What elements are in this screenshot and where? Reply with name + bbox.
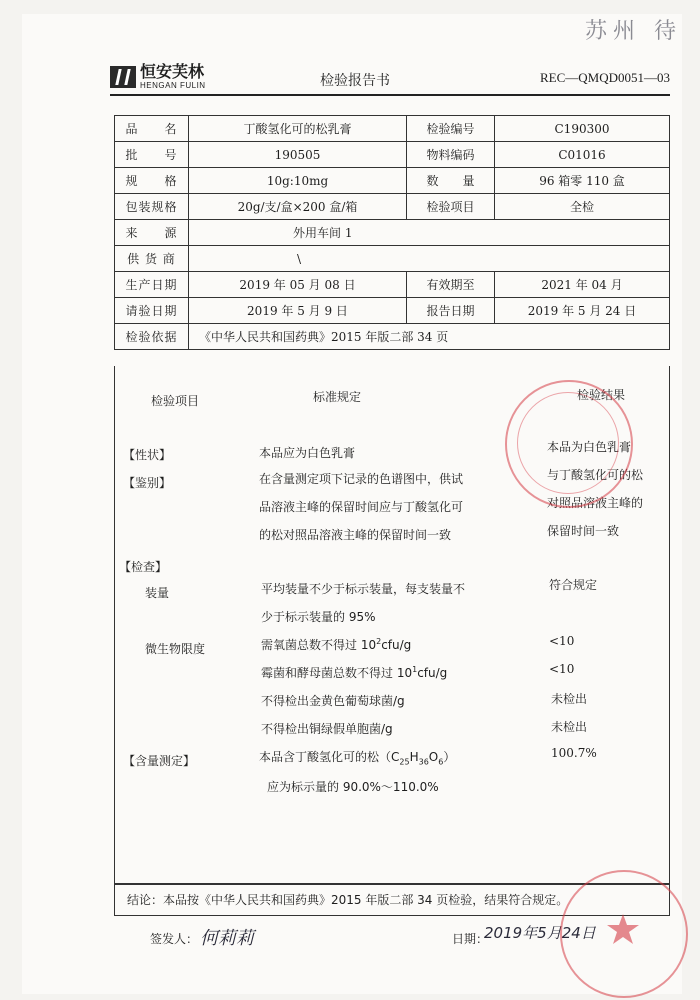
- fill-label: 装量: [145, 586, 170, 600]
- report-date-label: 报告日期: [407, 298, 495, 324]
- table-row: [115, 298, 670, 324]
- spec-label: 规 格: [115, 168, 189, 194]
- check-label: 【检查】: [119, 560, 168, 574]
- source-text: 外用车间 1: [293, 226, 353, 240]
- micro-standard-2: [261, 664, 447, 681]
- assay-formula-c: 25: [399, 757, 410, 767]
- product-value: 丁酸氢化可的松乳膏: [189, 116, 407, 142]
- traits-standard: 本品应为白色乳膏: [259, 446, 356, 460]
- assay-standard-2: 应为标示量的 90.0%～110.0%: [267, 780, 439, 794]
- batch-label: 批 号: [115, 142, 189, 168]
- micro-std-2-text: 霉菌和酵母菌总数不得过 10: [261, 666, 413, 680]
- micro-std-1-text: 需氧菌总数不得过 10: [261, 638, 377, 652]
- assay-result: 100.7%: [551, 746, 597, 760]
- ident-standard-3: 的松对照品溶液主峰的保留时间一致: [259, 528, 452, 542]
- assay-formula-h-letter: H: [409, 750, 419, 764]
- supplier-text: \: [297, 251, 302, 266]
- prod-date-value: 2019 年 05 月 08 日: [189, 272, 407, 298]
- table-row: [115, 324, 670, 350]
- assay-label: 【含量测定】: [123, 754, 196, 768]
- ident-standard-2: 品溶液主峰的保留时间应与丁酸氢化可: [259, 500, 464, 514]
- pack-label: 包装规格: [115, 194, 189, 220]
- table-row: [115, 220, 670, 246]
- basis-value: [189, 324, 670, 350]
- expiry-label: 有效期至: [407, 272, 495, 298]
- expiry-value: 2021 年 04 月: [495, 272, 670, 298]
- micro-standard-4: 不得检出铜绿假单胞菌/g: [261, 722, 393, 736]
- source-label: 来 源: [115, 220, 189, 246]
- table-row: [115, 142, 670, 168]
- date-label: 日期：: [452, 932, 489, 946]
- prod-date-label: 生产日期: [115, 272, 189, 298]
- ident-result-2: 对照品溶液主峰的: [547, 496, 644, 510]
- supplier-value: [189, 246, 670, 272]
- micro-std-1-exponent: 2: [376, 637, 382, 646]
- micro-label: 微生物限度: [145, 642, 206, 656]
- traits-label: 【性状】: [123, 448, 172, 462]
- fill-standard-1: 平均装量不少于标示装量，每支装量不: [261, 582, 466, 596]
- logo-mark-icon: [110, 66, 136, 88]
- assay-standard-1: [259, 748, 455, 766]
- material-value: C01016: [495, 142, 670, 168]
- item-label: 检验项目: [407, 194, 495, 220]
- info-table: [114, 115, 670, 350]
- assay-std-text: 本品含丁酸氢化可的松（C: [259, 750, 400, 764]
- logo-name-en: HENGAN FULIN: [140, 81, 206, 90]
- qty-value: 96 箱零 110 盒: [495, 168, 670, 194]
- col-standard-header: 标准规定: [313, 390, 362, 404]
- col-item-header: 检验项目: [151, 394, 200, 408]
- report-date-value: 2019 年 5 月 24 日: [495, 298, 670, 324]
- assay-formula-o: 6: [438, 757, 444, 767]
- conclusion: 结论：本品按《中华人民共和国药典》2015 年版二部 34 页检验，结果符合规定。: [114, 884, 670, 916]
- micro-result-2: <10: [549, 662, 575, 676]
- traits-result: 本品为白色乳膏: [547, 440, 632, 454]
- stamp-star-icon: [606, 912, 640, 946]
- micro-result-1: <10: [549, 634, 575, 648]
- spec-value: 10g:10mg: [189, 168, 407, 194]
- date-signature: 2019年5月24日: [484, 924, 596, 942]
- handwritten-note: 苏州 待: [585, 19, 682, 44]
- ident-result-1: 与丁酸氢化可的松: [547, 468, 644, 482]
- test-no-value: C190300: [495, 116, 670, 142]
- micro-std-2-unit: cfu/g: [417, 666, 448, 680]
- micro-std-2-exponent: 1: [412, 665, 418, 674]
- ident-standard-1: 在含量测定项下记录的色谱图中，供试: [259, 472, 464, 486]
- supplier-label: 供 货 商: [115, 246, 189, 272]
- report-header: [110, 60, 670, 96]
- table-row: [115, 194, 670, 220]
- assay-formula-o-letter: O: [428, 750, 439, 764]
- company-logo: [110, 64, 206, 90]
- ident-label: 【鉴别】: [123, 476, 172, 490]
- source-value: [189, 220, 670, 246]
- product-label: 品 名: [115, 116, 189, 142]
- col-result-header: 检验结果: [577, 388, 626, 402]
- material-label: 物料编码: [407, 142, 495, 168]
- table-row: [115, 168, 670, 194]
- basis-label: 检验依据: [115, 324, 189, 350]
- table-row: [115, 246, 670, 272]
- assay-std-close: ）: [443, 750, 456, 764]
- test-no-label: 检验编号: [407, 116, 495, 142]
- document-title: 检验报告书: [320, 73, 390, 89]
- issuer-label: 签发人：: [150, 932, 199, 946]
- table-row: [115, 272, 670, 298]
- qty-label: 数 量: [407, 168, 495, 194]
- pack-value: 20g/支/盒×200 盒/箱: [189, 194, 407, 220]
- micro-standard-1: [261, 636, 411, 653]
- item-value: 全检: [495, 194, 670, 220]
- document-code: REC—QMQD0051—03: [539, 70, 670, 85]
- issuer-signature: 何莉莉: [200, 928, 254, 949]
- batch-value: 190505: [189, 142, 407, 168]
- logo-name-cn: 恒安芙林: [140, 62, 205, 81]
- table-row: [115, 116, 670, 142]
- qc-stamp-ring: [517, 392, 619, 494]
- micro-std-1-unit: cfu/g: [381, 638, 412, 652]
- fill-result: 符合规定: [549, 578, 598, 592]
- basis-text: 《中华人民共和国药典》2015 年版二部 34 页: [199, 330, 449, 344]
- micro-result-3: 未检出: [551, 692, 588, 706]
- fill-standard-2: 少于标示装量的 95%: [261, 610, 376, 624]
- ident-result-3: 保留时间一致: [547, 524, 620, 538]
- micro-result-4: 未检出: [551, 720, 588, 734]
- micro-standard-3: 不得检出金黄色葡萄球菌/g: [261, 694, 405, 708]
- req-date-value: 2019 年 5 月 9 日: [189, 298, 407, 324]
- req-date-label: 请验日期: [115, 298, 189, 324]
- assay-formula-h: 36: [418, 757, 429, 767]
